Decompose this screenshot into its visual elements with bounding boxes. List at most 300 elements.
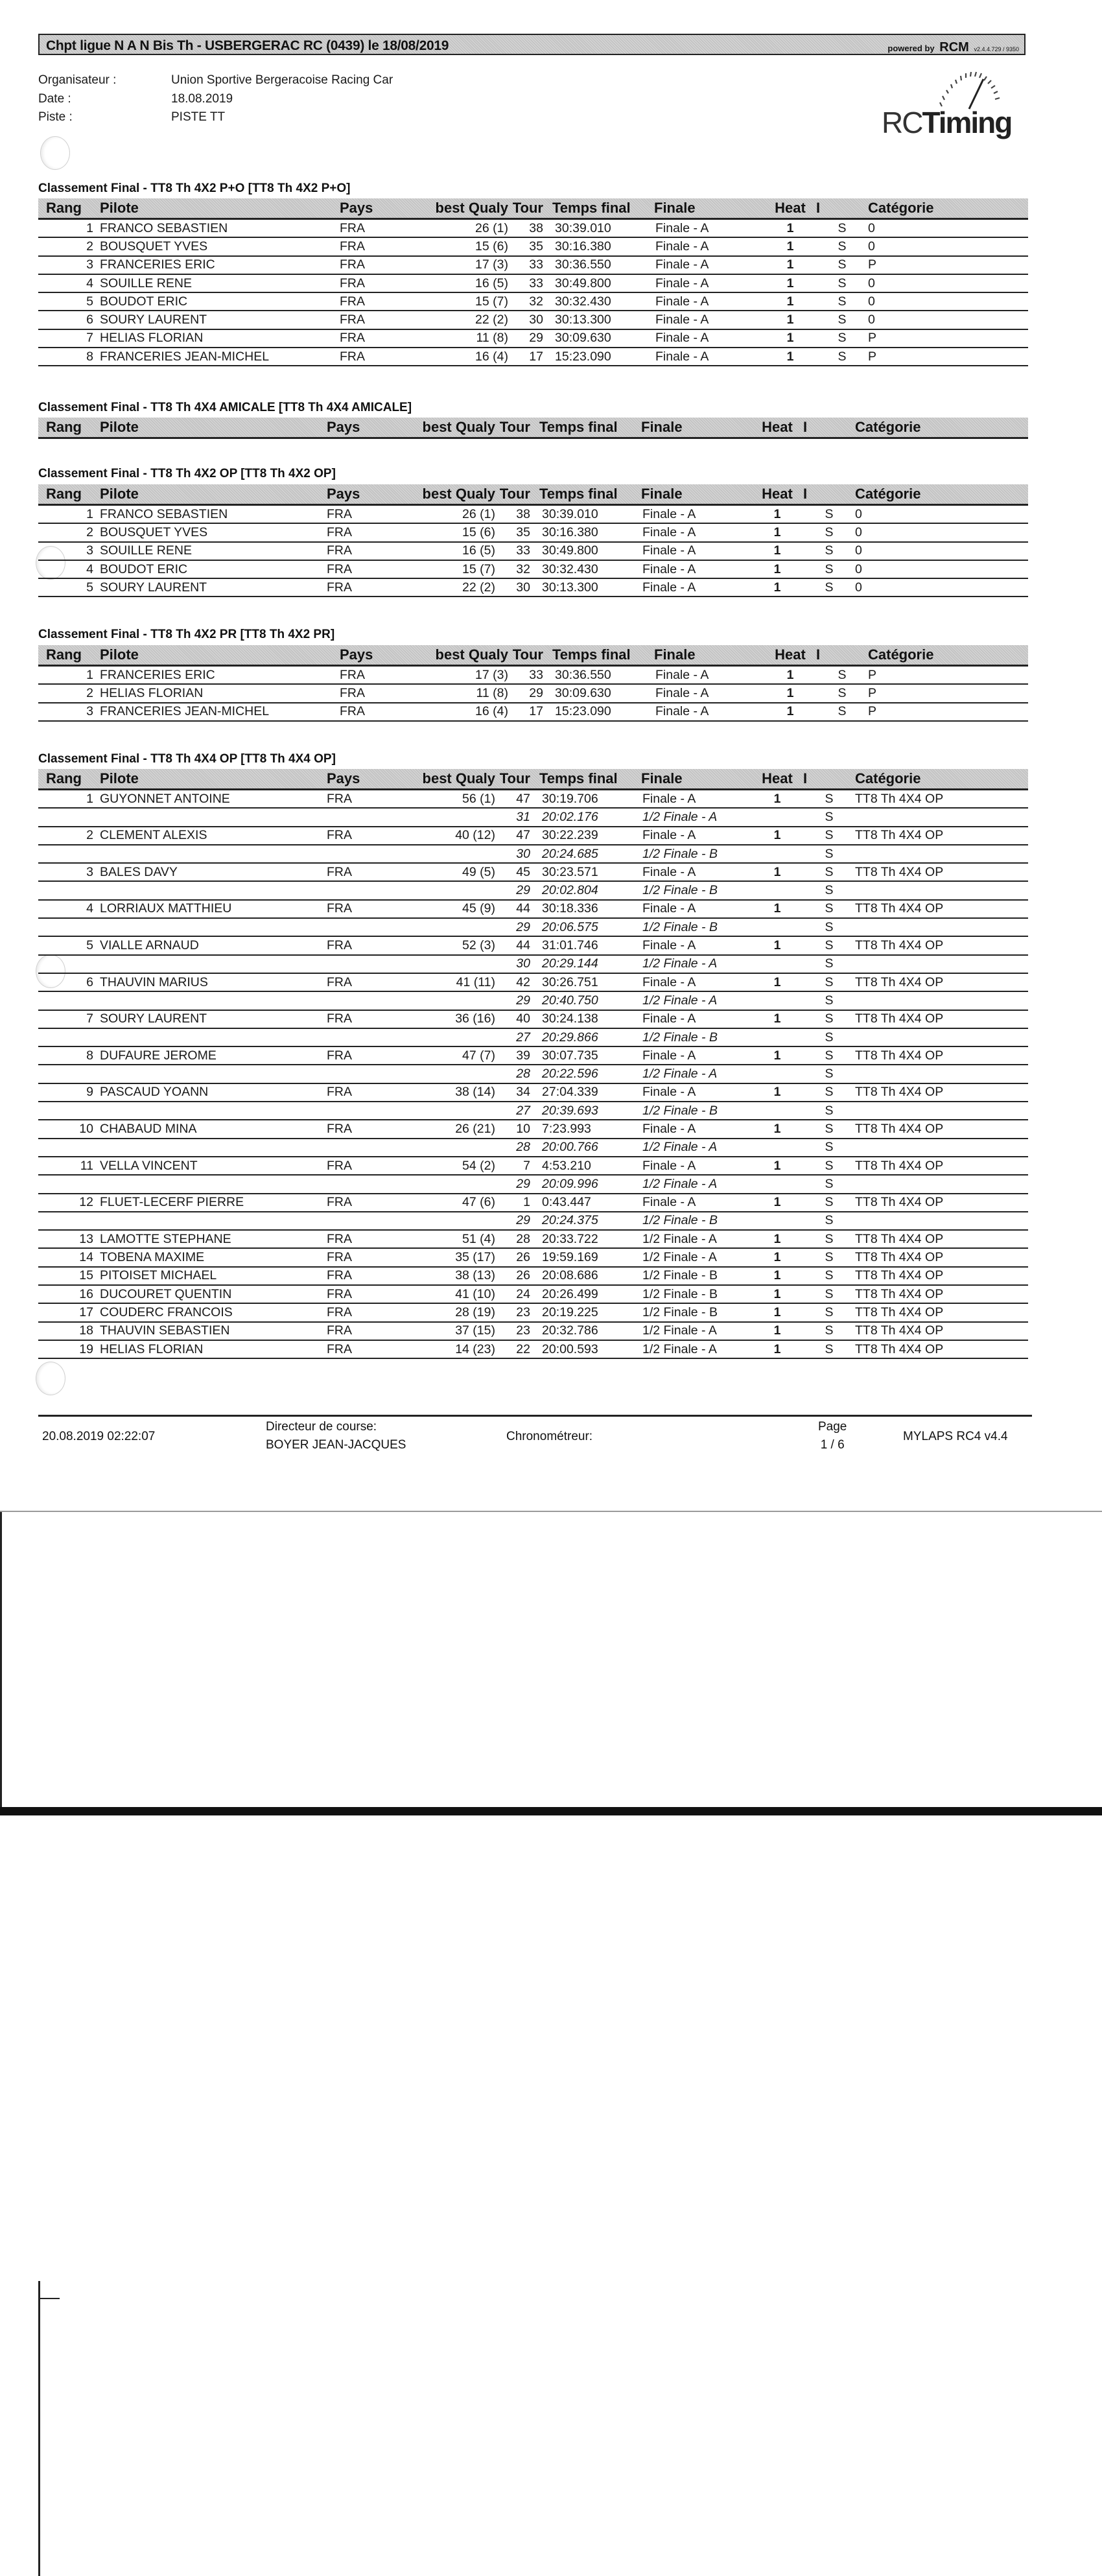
cell-rang (40, 2281, 47, 2298)
cell-tour: 32 (495, 560, 534, 578)
cell-rang: 1 (38, 666, 100, 685)
cell-rang: 3 (38, 863, 100, 881)
cell-qualy: 16 (5) (417, 542, 495, 560)
cell-i: S (803, 863, 855, 881)
cell-pilote: COUDERC FRANCOIS (100, 1303, 327, 1321)
cell-qualy: 45 (9) (417, 900, 495, 918)
table-row (38, 1285, 1028, 1303)
race-director (266, 1418, 406, 1454)
cell-heat: 1 (751, 827, 803, 845)
cell-rang: 4 (38, 560, 100, 578)
cell-qualy: 26 (21) (417, 1120, 495, 1138)
cell-rang: 6 (38, 973, 100, 991)
cell-heat: 1 (764, 237, 816, 255)
cell-i: S (803, 900, 855, 918)
cell-tour: 27 (495, 1102, 534, 1120)
cell-i: S (816, 311, 868, 329)
table-row (38, 1231, 1028, 1248)
cell-finale: Finale - A (641, 863, 751, 881)
column-header-cat: Catégorie (855, 418, 1028, 438)
cell-i: S (803, 991, 855, 1010)
cell-cat: 0 (855, 505, 1028, 524)
cell-pilote: BOUSQUET YVES (100, 237, 340, 255)
cell-pilote: HELIAS FLORIAN (100, 329, 340, 348)
cell-temps: 20:06.575 (534, 918, 641, 936)
cell-pilote: BOUSQUET YVES (100, 523, 327, 541)
cell-cat: TT8 Th 4X4 OP (855, 1010, 1028, 1028)
cell-rang (38, 991, 100, 1010)
cell-finale: Finale - A (641, 827, 751, 845)
cell-heat: 1 (751, 1303, 803, 1321)
cell-cat (855, 845, 1028, 863)
column-header-qualy: best Qualy (430, 198, 508, 219)
cell-finale: Finale - A (641, 505, 751, 524)
cell-cat: TT8 Th 4X4 OP (855, 1303, 1028, 1321)
cell-pilote: BOUDOT ERIC (100, 292, 340, 311)
cell-cat: 0 (868, 274, 1028, 292)
cell-heat: 1 (751, 1267, 803, 1285)
cell-qualy: 16 (4) (430, 703, 508, 721)
cell-cat: P (868, 348, 1028, 366)
cell-tour: 7 (495, 1157, 534, 1175)
cell-pilote: FLUET-LECERF PIERRE (100, 1194, 327, 1212)
cell-qualy: 41 (10) (417, 1285, 495, 1303)
cell-rang: 2 (38, 684, 100, 702)
cell-pilote: GUYONNET ANTOINE (100, 790, 327, 809)
cell-tour: 34 (495, 1083, 534, 1102)
track-label: Piste : (38, 110, 73, 124)
column-header-pilote: Pilote (100, 198, 340, 219)
cell-finale: Finale - A (654, 329, 764, 348)
cell-temps: 20:32.786 (534, 1322, 641, 1340)
column-header-cat: Catégorie (855, 484, 1028, 505)
cell-qualy: 47 (6) (417, 1194, 495, 1212)
cell-tour: 35 (495, 523, 534, 541)
cell-finale: Finale - A (641, 523, 751, 541)
cell-rang (38, 955, 100, 973)
cell-pilote (100, 918, 327, 936)
cell-finale: Finale - A (641, 790, 751, 809)
cell-pilote: LAMOTTE STEPHANE (100, 1231, 327, 1248)
column-header-heat: Heat (764, 645, 816, 666)
cell-temps: 30:09.630 (547, 684, 654, 702)
cell-pays: FRA (327, 1267, 417, 1285)
logo-text-rc: RC (882, 106, 922, 139)
column-header-rang: Rang (38, 484, 100, 505)
event-title: Chpt ligue N A N Bis Th - USBERGERAC RC (0439) le 18/08/2019 (46, 38, 449, 53)
column-header-qualy: best Qualy (430, 645, 508, 666)
cell-temps: 30:39.010 (534, 505, 641, 524)
cell-tour: 23 (495, 1322, 534, 1340)
cell-tour: 28 (495, 1065, 534, 1083)
cell-qualy: 26 (1) (417, 505, 495, 524)
cell-pays: FRA (340, 292, 430, 311)
cell-rang: 5 (38, 292, 100, 311)
cell-pays: FRA (327, 1322, 417, 1340)
cell-rang: 16 (38, 1285, 100, 1303)
cell-tour: 47 (495, 827, 534, 845)
cell-finale: 1/2 Finale - B (641, 881, 751, 899)
cell-qualy: 54 (2) (417, 1157, 495, 1175)
cell-pays (327, 991, 417, 1010)
punch-hole (36, 1362, 65, 1395)
column-header-pays: Pays (340, 198, 430, 219)
cell-cat (855, 881, 1028, 899)
cell-qualy: 56 (1) (417, 790, 495, 809)
column-header-finale: Finale (654, 198, 764, 219)
cell-pilote: HELIAS FLORIAN (100, 684, 340, 702)
cell-tour: 35 (508, 237, 547, 255)
cell-temps: 20:26.499 (534, 1285, 641, 1303)
table-row (38, 1322, 1028, 1340)
column-header-temps: Temps final (547, 198, 654, 219)
results-table (38, 645, 1028, 722)
cell-heat: 1 (751, 936, 803, 954)
cell-cat: TT8 Th 4X4 OP (855, 1157, 1028, 1175)
cell-qualy: 51 (4) (417, 1231, 495, 1248)
cell-pays: FRA (340, 703, 430, 721)
cell-pilote (100, 1102, 327, 1120)
cell-i: S (803, 827, 855, 845)
column-header-i: I (816, 198, 868, 219)
cell-qualy (417, 1212, 495, 1230)
cell-tour: 42 (495, 973, 534, 991)
cell-rang (38, 918, 100, 936)
cell-qualy (417, 918, 495, 936)
cell-pilote: HELIAS FLORIAN (100, 1340, 327, 1358)
table-header-row (38, 769, 1028, 790)
cell-pilote: CHABAUD MINA (100, 1120, 327, 1138)
cell-temps: 30:16.380 (534, 523, 641, 541)
column-header-pays: Pays (327, 769, 417, 790)
cell-cat: TT8 Th 4X4 OP (855, 790, 1028, 809)
cell-rang: 2 (38, 827, 100, 845)
cell-tour: 29 (495, 991, 534, 1010)
cell-heat: 1 (751, 790, 803, 809)
column-header-pilote: Pilote (100, 645, 340, 666)
cell-pays (327, 808, 417, 826)
cell-rang (38, 1065, 100, 1083)
column-header-heat: Heat (751, 484, 803, 505)
cell-pays (327, 955, 417, 973)
cell-tour: 24 (495, 1285, 534, 1303)
section-title: Classement Final - TT8 Th 4X2 PR [TT8 Th 4X2 PR] (38, 628, 335, 641)
cell-pays: FRA (340, 348, 430, 366)
cell-i: S (803, 845, 855, 863)
cell-qualy: 11 (8) (430, 684, 508, 702)
date-label: Date : (38, 91, 71, 106)
cell-pilote: DUCOURET QUENTIN (100, 1285, 327, 1303)
cell-heat: 1 (751, 900, 803, 918)
cell-qualy: 37 (15) (417, 1322, 495, 1340)
cell-i: S (803, 1231, 855, 1248)
column-header-tour: Tour (508, 645, 547, 666)
cell-rang: 1 (38, 219, 100, 238)
cell-finale: Finale - A (654, 666, 764, 685)
cell-temps: 30:19.706 (534, 790, 641, 809)
cell-rang (38, 1139, 100, 1157)
cell-finale: 1/2 Finale - A (641, 1248, 751, 1266)
cell-qualy: 17 (3) (430, 256, 508, 274)
section-title: Classement Final - TT8 Th 4X2 OP [TT8 Th 4X2 OP] (38, 467, 336, 480)
cell-pilote: DUFAURE JEROME (100, 1046, 327, 1065)
cell-i: S (803, 1212, 855, 1230)
cell-pays: FRA (327, 560, 417, 578)
cell-i: S (803, 918, 855, 936)
table-row (38, 329, 1028, 348)
cell-heat: 1 (764, 256, 816, 274)
table-row (38, 1120, 1028, 1138)
cell-finale: 1/2 Finale - A (641, 1065, 751, 1083)
cell-temps: 27:04.339 (534, 1083, 641, 1102)
table-header-row (38, 484, 1028, 505)
table-row (38, 237, 1028, 255)
cell-i: S (803, 578, 855, 597)
table-subrow-semifinal (38, 808, 1028, 826)
table-row (38, 684, 1028, 702)
cell-qualy: 38 (14) (417, 1083, 495, 1102)
cell-tour: 26 (495, 1267, 534, 1285)
table-row (38, 219, 1028, 238)
cell-pays: FRA (327, 790, 417, 809)
cell-cat (855, 808, 1028, 826)
cell-i: S (816, 274, 868, 292)
cell-temps: 20:33.722 (534, 1231, 641, 1248)
cell-i: S (803, 1322, 855, 1340)
cell-pilote (100, 991, 327, 1010)
cell-qualy: 41 (11) (417, 973, 495, 991)
cell-cat (855, 1102, 1028, 1120)
cell-finale: Finale - A (641, 1046, 751, 1065)
cell-temps: 20:00.766 (534, 1139, 641, 1157)
cell-cat (855, 1175, 1028, 1193)
cell-finale: Finale - A (641, 936, 751, 954)
column-header-finale: Finale (641, 418, 751, 438)
cell-temps: 20:24.685 (534, 845, 641, 863)
cell-pilote: TOBENA MAXIME (100, 1248, 327, 1266)
column-header-tour: Tour (508, 198, 547, 219)
column-header-i: I (816, 645, 868, 666)
rcm-brand: RCM (939, 40, 969, 54)
cell-cat: P (868, 329, 1028, 348)
cell-pilote (100, 808, 327, 826)
cell-finale: Finale - A (641, 542, 751, 560)
cell-pilote: FRANCERIES ERIC (100, 666, 340, 685)
cell-rang: 7 (38, 329, 100, 348)
cell-qualy (417, 1139, 495, 1157)
column-header-rang: Rang (38, 198, 100, 219)
cell-pays (327, 918, 417, 936)
table-row (38, 578, 1028, 597)
table-row (38, 1010, 1028, 1028)
cell-rang: 3 (38, 256, 100, 274)
table-row (38, 827, 1028, 845)
cell-finale: Finale - A (641, 1157, 751, 1175)
cell-tour: 39 (495, 1046, 534, 1065)
cell-heat: 1 (751, 863, 803, 881)
cell-pays: FRA (327, 1248, 417, 1266)
column-header-qualy: best Qualy (417, 418, 495, 438)
cell-cat: TT8 Th 4X4 OP (855, 1285, 1028, 1303)
cell-temps: 30:32.430 (547, 292, 654, 311)
cell-qualy: 14 (23) (417, 1340, 495, 1358)
cell-finale: 1/2 Finale - A (641, 991, 751, 1010)
cell-rang: 1 (38, 505, 100, 524)
table-row (38, 523, 1028, 541)
cell-heat: 1 (751, 1157, 803, 1175)
column-header-finale: Finale (654, 645, 764, 666)
cell-temps: 0:43.447 (534, 1194, 641, 1212)
cell-tour: 29 (495, 1212, 534, 1230)
cell-qualy: 28 (19) (417, 1303, 495, 1321)
cell-pays: FRA (327, 936, 417, 954)
cell-tour: 28 (495, 1231, 534, 1248)
cell-cat: TT8 Th 4X4 OP (855, 1340, 1028, 1358)
scanner-blank-area (0, 1512, 1102, 1807)
cell-finale: Finale - A (654, 311, 764, 329)
organizer-value: Union Sportive Bergeracoise Racing Car (171, 73, 393, 87)
cell-cat: P (868, 256, 1028, 274)
cell-finale (58, 2281, 60, 2298)
cell-i: S (803, 1194, 855, 1212)
cell-heat: 1 (764, 666, 816, 685)
cell-i: S (803, 1139, 855, 1157)
cell-qualy: 49 (5) (417, 863, 495, 881)
column-header-cat: Catégorie (868, 645, 1028, 666)
cell-rang: 19 (38, 1340, 100, 1358)
event-info (38, 71, 393, 127)
column-header-pilote: Pilote (100, 484, 327, 505)
cell-pays: FRA (327, 1303, 417, 1321)
cell-pays: FRA (340, 684, 430, 702)
cell-finale: Finale - A (641, 560, 751, 578)
table-header-row (38, 645, 1028, 666)
cell-heat: 1 (764, 292, 816, 311)
page-number: 1 / 6 (820, 1438, 845, 1452)
cell-i: S (803, 1083, 855, 1102)
cell-pays (327, 1175, 417, 1193)
cell-tour: 44 (495, 900, 534, 918)
cell-qualy (417, 881, 495, 899)
column-header-tour: Tour (495, 418, 534, 438)
cell-i: S (816, 684, 868, 702)
cell-tour: 30 (495, 578, 534, 597)
cell-finale: Finale - A (641, 578, 751, 597)
cell-pays (327, 845, 417, 863)
cell-finale: 1/2 Finale - B (641, 1285, 751, 1303)
cell-qualy (417, 808, 495, 826)
cell-i: S (816, 666, 868, 685)
punch-hole (40, 136, 70, 170)
cell-cat: TT8 Th 4X4 OP (855, 1194, 1028, 1212)
table-subrow-semifinal (38, 918, 1028, 936)
table-row (38, 666, 1028, 685)
print-timestamp: 20.08.2019 02:22:07 (42, 1430, 156, 1443)
scanner-edge (0, 1807, 1102, 1815)
column-header-pays: Pays (340, 645, 430, 666)
cell-i: S (803, 560, 855, 578)
cell-i: S (803, 881, 855, 899)
column-header-qualy: best Qualy (417, 769, 495, 790)
table-spacer-row (38, 2281, 1102, 2576)
cell-temps: 30:24.138 (534, 1010, 641, 1028)
event-header-bar (38, 34, 1026, 55)
cell-finale: Finale - A (641, 1010, 751, 1028)
cell-pays: FRA (327, 973, 417, 991)
cell-temps: 30:36.550 (547, 256, 654, 274)
section-title: Classement Final - TT8 Th 4X4 OP [TT8 Th 4X4 OP] (38, 752, 336, 766)
cell-cat (855, 1212, 1028, 1230)
cell-temps: 20:22.596 (534, 1065, 641, 1083)
cell-pays: FRA (340, 329, 430, 348)
cell-heat: 1 (751, 560, 803, 578)
cell-i: S (816, 329, 868, 348)
cell-pilote: FRANCERIES JEAN-MICHEL (100, 703, 340, 721)
cell-cat: 0 (868, 292, 1028, 311)
organizer-label: Organisateur : (38, 73, 117, 87)
cell-i: S (803, 1267, 855, 1285)
cell-temps: 30:16.380 (547, 237, 654, 255)
table-row (38, 1248, 1028, 1266)
cell-heat: 1 (751, 505, 803, 524)
cell-qualy: 15 (6) (417, 523, 495, 541)
cell-tour: 33 (508, 666, 547, 685)
cell-cat: TT8 Th 4X4 OP (855, 1248, 1028, 1266)
page-indicator (818, 1418, 847, 1454)
column-header-pays: Pays (327, 484, 417, 505)
cell-rang: 14 (38, 1248, 100, 1266)
cell-i: S (803, 1120, 855, 1138)
cell-qualy (417, 955, 495, 973)
cell-finale: Finale - A (654, 219, 764, 238)
cell-rang: 3 (38, 542, 100, 560)
table-row (38, 505, 1028, 524)
cell-cat: TT8 Th 4X4 OP (855, 863, 1028, 881)
cell-finale: 1/2 Finale - B (641, 1303, 751, 1321)
cell-finale: 1/2 Finale - A (641, 955, 751, 973)
cell-temps: 4:53.210 (534, 1157, 641, 1175)
cell-pays: FRA (340, 256, 430, 274)
cell-finale: Finale - A (641, 1120, 751, 1138)
cell-qualy (417, 1065, 495, 1083)
cell-i: S (803, 1248, 855, 1266)
table-row (38, 311, 1028, 329)
cell-rang: 18 (38, 1322, 100, 1340)
cell-pays (327, 881, 417, 899)
cell-qualy: 35 (17) (417, 1248, 495, 1266)
table-row (38, 292, 1028, 311)
cell-rang: 15 (38, 1267, 100, 1285)
cell-qualy: 36 (16) (417, 1010, 495, 1028)
cell-pilote (100, 1175, 327, 1193)
cell-qualy (417, 991, 495, 1010)
cell-pilote: PITOISET MICHAEL (100, 1267, 327, 1285)
table-subrow-semifinal (38, 1065, 1028, 1083)
cell-pilote (100, 1212, 327, 1230)
column-header-i: I (803, 484, 855, 505)
cell-heat (751, 845, 803, 863)
cell-tour: 38 (508, 219, 547, 238)
cell-cat: 0 (855, 542, 1028, 560)
cell-i: S (816, 237, 868, 255)
cell-heat: 1 (751, 1340, 803, 1358)
column-header-finale: Finale (641, 769, 751, 790)
cell-rang: 12 (38, 1194, 100, 1212)
cell-rang: 6 (38, 311, 100, 329)
table-row (38, 256, 1028, 274)
cell-pays: FRA (327, 1120, 417, 1138)
logo-text-timing: Timing (922, 106, 1012, 139)
